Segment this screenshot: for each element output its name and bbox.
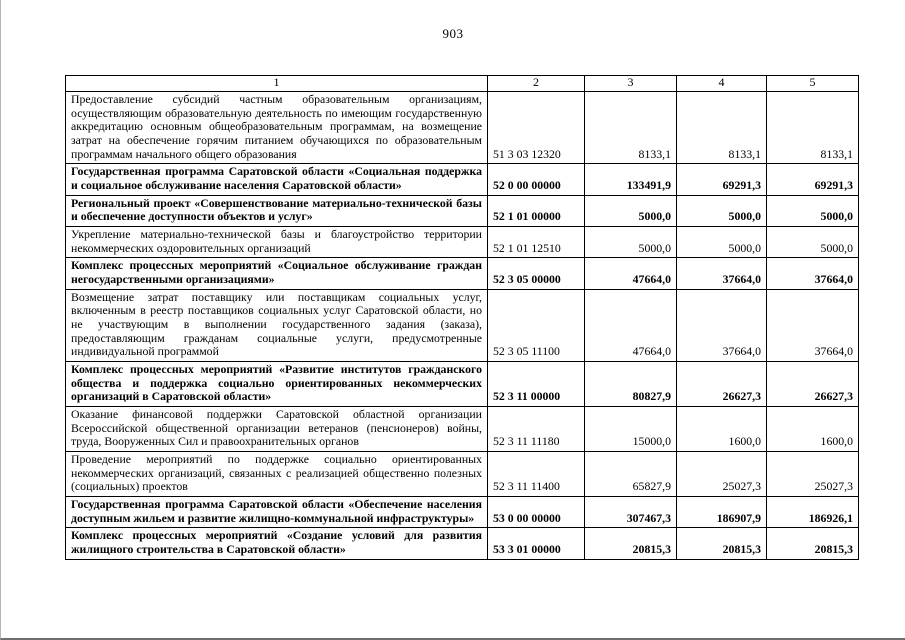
cell-description: Предоставление субсидий частным образовательным организациям, осуществляющим образовательную деятельность по имеющим государственную аккредитацию основным общеобразовательным программам, на возмещение затрат на обеспечение горячим питанием обучающихся по образовательным программам начального общего образования: [66, 91, 488, 163]
table-row-complex: [66, 528, 859, 559]
cell-amount-col5: 26627,3: [767, 362, 859, 407]
cell-description: Укрепление материально-технической базы и благоустройство территории некоммерческих оздоровительных организаций: [66, 226, 488, 257]
table-row-complex: [66, 362, 859, 407]
cell-amount-col4: 1600,0: [677, 407, 767, 452]
cell-amount-col5: 5000,0: [767, 226, 859, 257]
cell-budget-code: 53 3 01 00000: [488, 528, 585, 559]
cell-description: Комплекс процессных мероприятий «Развитие институтов гражданского общества и поддержка социально ориентированных некоммерческих организаций в Саратовской области»: [66, 362, 488, 407]
cell-amount-col5: 186926,1: [767, 497, 859, 528]
cell-description: Возмещение затрат поставщику или поставщикам социальных услуг, включенным в реестр поставщиков социальных услуг Саратовской области, но не участвующим в выполнении государственного задания (заказа), предоставляющим гражданам социальные услуги, предусмотренные индивидуальной программой: [66, 289, 488, 361]
cell-amount-col5: 37664,0: [767, 258, 859, 289]
column-header-3: 3: [585, 76, 677, 92]
table-row: [66, 226, 859, 257]
cell-budget-code: 51 3 03 12320: [488, 91, 585, 163]
cell-amount-col3: 307467,3: [585, 497, 677, 528]
cell-amount-col3: 47664,0: [585, 258, 677, 289]
cell-amount-col3: 5000,0: [585, 226, 677, 257]
cell-amount-col3: 47664,0: [585, 289, 677, 361]
column-header-5: 5: [767, 76, 859, 92]
cell-budget-code: 53 0 00 00000: [488, 497, 585, 528]
cell-description: Проведение мероприятий по поддержке социально ориентированных некоммерческих организаций, связанных с реализацией общественно полезных (социальных) проектов: [66, 452, 488, 497]
cell-description: Комплекс процессных мероприятий «Социальное обслуживание граждан негосударственными организациями»: [66, 258, 488, 289]
cell-budget-code: 52 0 00 00000: [488, 164, 585, 195]
budget-table: [65, 75, 859, 560]
cell-description: Оказание финансовой поддержки Саратовской областной организации Всероссийской общественной организации ветеранов (пенсионеров) войны, труда, Вооруженных Сил и правоохранительных органов: [66, 407, 488, 452]
cell-amount-col3: 65827,9: [585, 452, 677, 497]
cell-amount-col4: 37664,0: [677, 289, 767, 361]
cell-budget-code: 52 3 05 11100: [488, 289, 585, 361]
table-row: [66, 289, 859, 361]
table-row: [66, 91, 859, 163]
table-row-program: [66, 497, 859, 528]
cell-amount-col5: 5000,0: [767, 195, 859, 226]
cell-amount-col3: 8133,1: [585, 91, 677, 163]
column-header-1: 1: [66, 76, 488, 92]
cell-description: Государственная программа Саратовской области «Обеспечение населения доступным жильем и развитие жилищно-коммунальной инфраструктуры»: [66, 497, 488, 528]
table-row: [66, 452, 859, 497]
cell-budget-code: 52 3 11 00000: [488, 362, 585, 407]
cell-amount-col3: 80827,9: [585, 362, 677, 407]
cell-description: Комплекс процессных мероприятий «Создание условий для развития жилищного строительства в Саратовской области»: [66, 528, 488, 559]
cell-amount-col3: 15000,0: [585, 407, 677, 452]
cell-budget-code: 52 3 11 11180: [488, 407, 585, 452]
column-header-2: 2: [488, 76, 585, 92]
table-header-row: [66, 76, 859, 92]
table-row-complex: [66, 258, 859, 289]
cell-amount-col4: 5000,0: [677, 226, 767, 257]
cell-amount-col4: 8133,1: [677, 91, 767, 163]
cell-budget-code: 52 3 05 00000: [488, 258, 585, 289]
cell-amount-col3: 133491,9: [585, 164, 677, 195]
cell-budget-code: 52 3 11 11400: [488, 452, 585, 497]
cell-amount-col4: 186907,9: [677, 497, 767, 528]
cell-budget-code: 52 1 01 00000: [488, 195, 585, 226]
cell-amount-col4: 69291,3: [677, 164, 767, 195]
cell-amount-col5: 1600,0: [767, 407, 859, 452]
cell-amount-col3: 5000,0: [585, 195, 677, 226]
cell-amount-col4: 26627,3: [677, 362, 767, 407]
cell-amount-col4: 5000,0: [677, 195, 767, 226]
cell-amount-col5: 25027,3: [767, 452, 859, 497]
cell-budget-code: 52 1 01 12510: [488, 226, 585, 257]
column-header-4: 4: [677, 76, 767, 92]
cell-amount-col4: 25027,3: [677, 452, 767, 497]
table-row: [66, 407, 859, 452]
table-row-program: [66, 164, 859, 195]
cell-description: Региональный проект «Совершенствование материально-технической базы и обеспечение доступности объектов и услуг»: [66, 195, 488, 226]
cell-amount-col3: 20815,3: [585, 528, 677, 559]
cell-amount-col5: 8133,1: [767, 91, 859, 163]
cell-amount-col4: 20815,3: [677, 528, 767, 559]
cell-amount-col4: 37664,0: [677, 258, 767, 289]
cell-amount-col5: 20815,3: [767, 528, 859, 559]
cell-amount-col5: 69291,3: [767, 164, 859, 195]
page-number: 903: [442, 26, 464, 41]
cell-description: Государственная программа Саратовской области «Социальная поддержка и социальное обслуживание населения Саратовской области»: [66, 164, 488, 195]
cell-amount-col5: 37664,0: [767, 289, 859, 361]
table-row-project: [66, 195, 859, 226]
